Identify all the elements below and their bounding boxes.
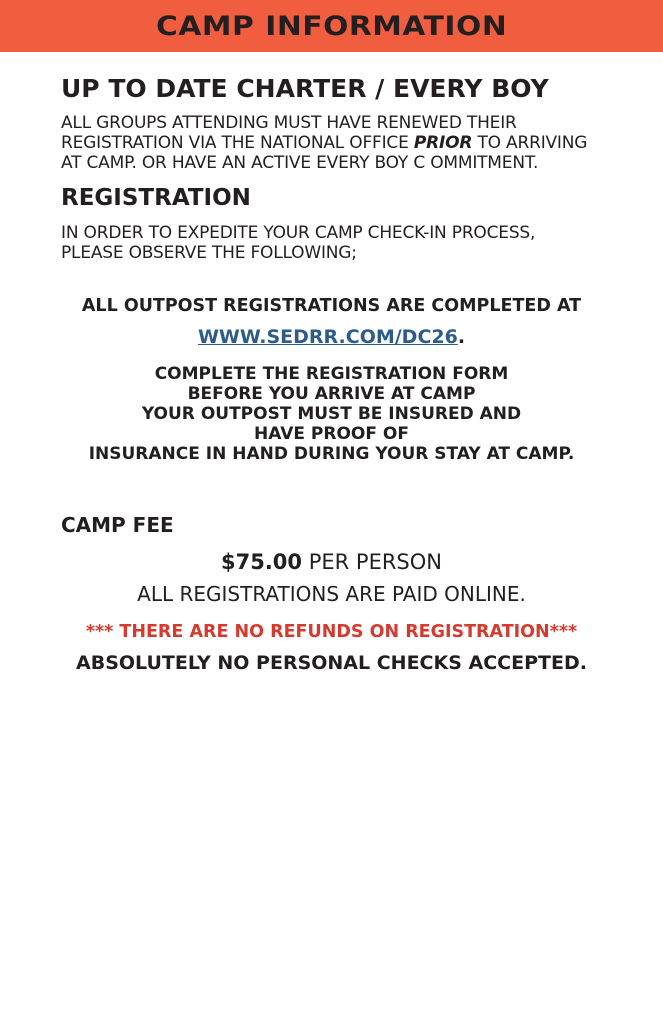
charter-section	[61, 74, 602, 173]
charter-body-after: TO ARRIVING AT CAMP. OR HAVE AN ACTIVE EVERY BOY C OMMITMENT.	[61, 133, 588, 173]
instruction-line: INSURANCE IN HAND DURING YOUR STAY AT CAMP.	[88, 444, 575, 464]
registration-link[interactable]: WWW.SEDRR.COM/DC26	[197, 326, 458, 348]
page-header	[0, 0, 663, 52]
fee-price	[61, 550, 602, 574]
fee-section	[61, 510, 602, 674]
fee-per-person: PER PERSON	[302, 550, 442, 574]
charter-body	[61, 113, 602, 173]
instruction-line: COMPLETE THE REGISTRATION FORM	[154, 364, 509, 384]
fee-heading: CAMP FEE	[61, 513, 174, 537]
registration-link-suffix: .	[457, 326, 466, 348]
registration-section	[61, 183, 602, 464]
registration-intro: IN ORDER TO EXPEDITE YOUR CAMP CHECK-IN PROCESS, PLEASE OBSERVE THE FOLLOWING;	[61, 223, 536, 263]
instruction-line: YOUR OUTPOST MUST BE INSURED AND	[141, 404, 522, 424]
fee-online-note: ALL REGISTRATIONS ARE PAID ONLINE.	[137, 582, 526, 606]
instruction-line: BEFORE YOU ARRIVE AT CAMP	[187, 384, 476, 404]
outpost-line: ALL OUTPOST REGISTRATIONS ARE COMPLETED AT	[81, 296, 582, 316]
registration-instructions	[61, 364, 602, 464]
page-title: CAMP INFORMATION	[155, 10, 508, 42]
registration-link-row	[61, 326, 602, 348]
main-content	[0, 52, 663, 674]
charter-body-emphasis: PRIOR	[413, 133, 473, 153]
no-refund-warning: *** THERE ARE NO REFUNDS ON REGISTRATION***	[85, 622, 578, 642]
no-checks-note: ABSOLUTELY NO PERSONAL CHECKS ACCEPTED.	[76, 652, 587, 674]
charter-heading: UP TO DATE CHARTER / EVERY BOY	[61, 74, 549, 103]
instruction-line: HAVE PROOF OF	[254, 424, 409, 444]
fee-amount: $75.00	[220, 550, 303, 574]
charter-body-before: ALL GROUPS ATTENDING MUST HAVE RENEWED THEIR REGISTRATION VIA THE NATIONAL OFFICE	[61, 113, 517, 153]
registration-heading: REGISTRATION	[61, 185, 251, 211]
